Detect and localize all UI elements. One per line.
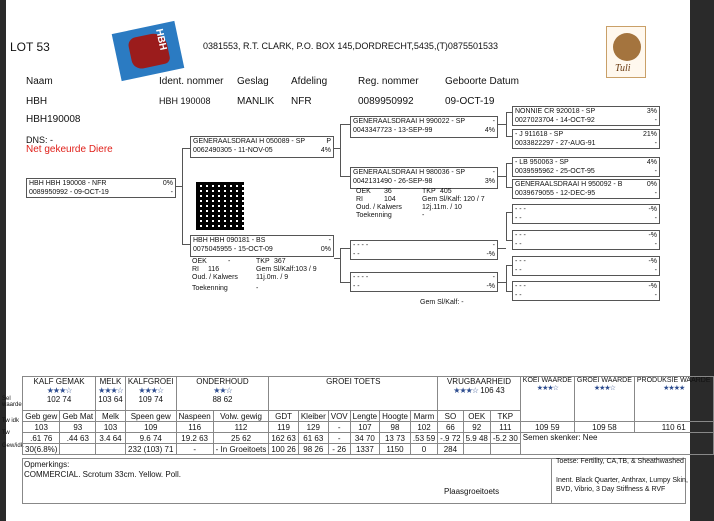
row-label-tw: Tw — [2, 430, 10, 436]
toetse: Toetse: Fertility, CA,TB, & Sheathwashed — [556, 458, 684, 465]
inent2: BVD, Vibrio, 3 Day Stiffness & RVF — [556, 486, 666, 493]
pedigree-dd: - - - - - - - -% — [350, 272, 498, 292]
catalog-page — [2, 0, 711, 521]
group-kalfgemak: KALF GEMAK ★★★☆ 102 74 — [23, 377, 96, 411]
performance-table: KALF GEMAK ★★★☆ 102 74 MELK ★★★☆ 103 64 KALFGROEI ★★★☆ 109 74 ONDERHOUD ★★☆ 88 62 GROEI TOETS VRUGBAARHEID ★★★☆ 106 43 KOEI WAARDE ★★★☆ GROEI WAARDE ★★★☆ PRODUKSIE WAARDE ★★★★ Geb gew Geb Mat Melk Speen gew Naspeen Volw. gewig GDT Kleiber VOV Lengte Hoogte Marm SO OEK TKP 103 93 103 109 116 112 119 129 - 107 98 102 66 92 111 109 59 109 58 110 61 .61 76 .44 63 3.4 64 9.6 74 19.2 63 25 62 162 63 61 63 - 34 70 13 73 .53 59 -.9 72 5.9 48 -5.2 30 Semen skenker: Nee 30(6.8%) 232 (103) 71 - - In Groeitoets 100 26 98 26 - 26 1337 1150 0 284 — [22, 376, 714, 455]
hbh-logo: HBH — [112, 21, 185, 81]
group-vrugbaarheid: VRUGBAARHEID ★★★☆ 106 43 — [438, 377, 521, 411]
sd-stats: OEK 36 TKP 405 RI 104 Gem Sl/Kalf: 120 / 7 Oud. / Kalwers 12j.11m. / 10 Toekenning - — [356, 188, 485, 219]
group-melk: MELK ★★★☆ 103 64 — [96, 377, 126, 411]
animal-birth: 09-OCT-19 — [445, 96, 495, 107]
pedigree-ds: - - - - - - - -% — [350, 240, 498, 260]
animal-sex: MANLIK — [237, 96, 275, 107]
pedigree-sire: GENERAALSDRAAI H 050089 - SP P 0062490305 - 11-NOV-05 4% — [190, 136, 334, 158]
semen-cell: Semen skenker: Nee — [520, 433, 713, 455]
label-section: Afdeling — [291, 76, 328, 87]
row-label-sel: Sel waarde — [2, 396, 22, 408]
pedigree-g4: - - - -% - - - — [512, 281, 660, 301]
label-reg: Reg. nommer — [358, 76, 419, 87]
animal-name: HBH — [26, 96, 48, 107]
animal-code: HBH190008 — [26, 114, 81, 125]
group-kalfgroei: KALFGROEI ★★★☆ 109 74 — [125, 377, 176, 411]
remarks-title: Opmerkings: — [24, 460, 70, 469]
label-sex: Geslag — [237, 76, 269, 87]
owner-line: 0381553, R.T. CLARK, P.O. BOX 145,DORDRECHT,5435,(T)0875501533 — [203, 41, 498, 51]
label-ident: Ident. nommer — [159, 76, 224, 87]
pedigree-subject: HBH HBH 190008 - NFR 0% 0089950992 - 09-OCT-19 - — [26, 178, 176, 198]
pedigree-g2: - - - -% - - - — [512, 230, 660, 250]
pedigree-ss: GENERAALSDRAAI H 990022 - SP - 0043347723 - 13-SEP-99 4% — [350, 116, 498, 138]
row-tw: .61 76 .44 63 3.4 64 9.6 74 19.2 63 25 62 162 63 61 63 - 34 70 13 73 .53 59 -.9 72 5.9 48 -5.2 30 Semen skenker: Nee — [23, 433, 714, 444]
tuli-logo: Tuli — [606, 26, 646, 78]
pedigree-sds: - LB 950063 - SP 4% 0039595962 - 25-OCT-95 - — [512, 157, 660, 177]
group-produksie: PRODUKSIE WAARDE ★★★★ — [634, 377, 713, 422]
group-groei: GROEI WAARDE ★★★☆ — [574, 377, 634, 422]
dam-gem: Gem Sl/Kalf: - — [420, 299, 464, 306]
dam-stats: OEK - TKP 367 RI 116 Gem Sl/Kalf:103 / 9 Oud. / Kalwers 11j.0m. / 9 Toekenning - — [192, 258, 317, 292]
row-twidk: 103 93 103 109 116 112 119 129 - 107 98 102 66 92 111 109 59 109 58 110 61 — [23, 422, 714, 433]
pedigree-g1: - - - -% - - - — [512, 204, 660, 224]
qr-code — [196, 182, 244, 230]
row-gewidk: 30(6.8%) 232 (103) 71 - - In Groeitoets 100 26 98 26 - 26 1337 1150 0 284 — [23, 444, 714, 455]
remarks-text: COMMERCIAL. Scrotum 33cm. Yellow. Poll. — [24, 470, 181, 479]
row-label-twidk: Tw idk — [2, 418, 20, 424]
label-name: Naam — [26, 76, 53, 87]
label-birth: Geboorte Datum — [445, 76, 519, 87]
group-onderhoud: ONDERHOUD ★★☆ 88 62 — [176, 377, 269, 411]
pedigree-sd: GENERAALSDRAAI H 980036 - SP - 0042131490 - 26-SEP-98 3% — [350, 167, 498, 189]
animal-section: NFR — [291, 96, 312, 107]
pedigree-sss: NONNIE CR 920018 - SP 3% 0027023704 - 14-OCT-92 - — [512, 106, 660, 126]
group-koei: KOEI WAARDE ★★★☆ — [520, 377, 574, 422]
pedigree-g3: - - - -% - - - — [512, 256, 660, 276]
inent: Inent. Black Quarter, Anthrax, Lumpy Skin, — [556, 477, 688, 484]
pedigree-dam: HBH HBH 090181 - BS - 0075045955 - 15-OCT-09 0% — [190, 235, 334, 257]
group-groeitoets: GROEI TOETS — [269, 377, 438, 411]
animal-reg: 0089950992 — [358, 96, 414, 107]
status-text: Net gekeurde Diere — [26, 144, 113, 155]
plaasgroeitoets: Plaasgroeitoets — [444, 487, 500, 496]
pedigree-sdd: GENERAALSDRAAI H 950092 - B 0% 0039679055 - 12-DEC-95 - — [512, 179, 660, 199]
dns: DNS: - — [26, 135, 53, 145]
animal-ident: HBH 190008 — [159, 96, 211, 106]
row-label-gewidk: Gew/idk — [2, 443, 24, 449]
lot-number: LOT 53 — [10, 40, 50, 54]
pedigree-ssd: - J 911618 - SP 21% 0033822297 - 27-AUG-91 - — [512, 129, 660, 149]
